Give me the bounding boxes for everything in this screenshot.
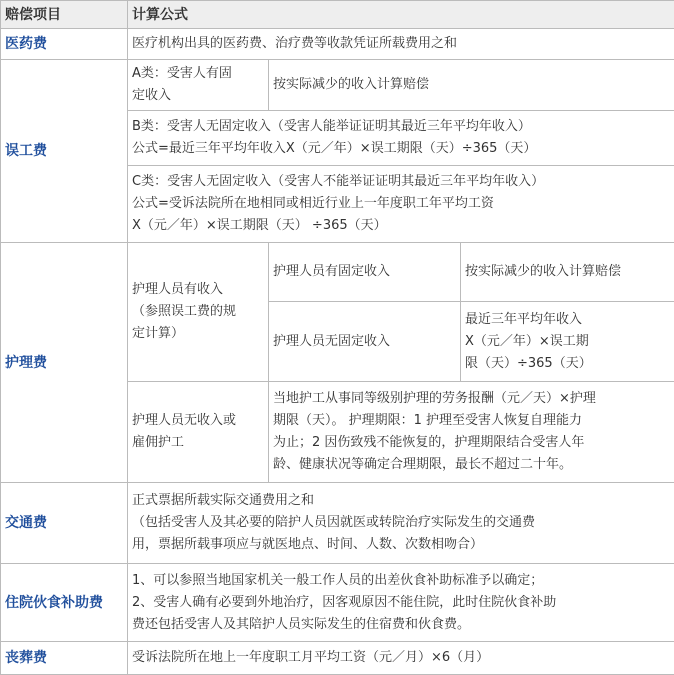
nursing-no-income-f4: 龄、健康状况等确定合理期限，最长不超过二十年。 bbox=[273, 454, 672, 476]
lost-work-a-type-l1: A类：受害人有固 bbox=[132, 63, 266, 85]
transport-l3: 用，票据所载事项应与就医地点、时间、人数、次数相吻合） bbox=[132, 534, 672, 556]
funeral-label: 丧葬费 bbox=[1, 642, 128, 675]
header-row bbox=[1, 1, 674, 29]
lost-work-b-type: B类：受害人无固定收入（受害人能举证证明其最近三年平均年收入） bbox=[132, 116, 672, 138]
lost-work-c bbox=[128, 166, 674, 243]
medical-label: 医药费 bbox=[1, 29, 128, 60]
meal-formula bbox=[128, 564, 674, 642]
funeral-formula: 受诉法院所在地上一年度职工月平均工资（元／月）×6（月） bbox=[128, 642, 674, 675]
transport-formula bbox=[128, 483, 674, 564]
nursing-no-fixed-l3: 限（天）÷365（天） bbox=[465, 353, 672, 375]
meal-l1: 1、可以参照当地国家机关一般工作人员的出差伙食补助标准予以确定； bbox=[132, 570, 672, 592]
lost-work-c-formula-l2: X（元／年）×误工期限（天） ÷365（天） bbox=[132, 215, 672, 237]
lost-work-label: 误工费 bbox=[1, 60, 128, 243]
row-medical bbox=[1, 29, 674, 60]
nursing-no-income-f1: 当地护工从事同等级别护理的劳务报酬（元／天）×护理 bbox=[273, 388, 672, 410]
lost-work-b-formula: 公式=最近三年平均年收入X（元／年）×误工期限（天）÷365（天） bbox=[132, 138, 672, 160]
lost-work-a-type-l2: 定收入 bbox=[132, 85, 266, 107]
nursing-no-income-f3: 为止；2 因伤致残不能恢复的，护理期限结合受害人年 bbox=[273, 432, 672, 454]
row-nursing-fixed bbox=[1, 243, 674, 302]
medical-formula: 医疗机构出具的医药费、治疗费等收款凭证所载费用之和 bbox=[128, 29, 674, 60]
nursing-no-fixed-l1: 最近三年平均年收入 bbox=[465, 309, 672, 331]
nursing-no-income-f2: 期限（天）。 护理期限：1 护理至受害人恢复自理能力 bbox=[273, 410, 672, 432]
meal-label: 住院伙食补助费 bbox=[1, 564, 128, 642]
transport-l1: 正式票据所载实际交通费用之和 bbox=[132, 490, 672, 512]
nursing-label: 护理费 bbox=[1, 243, 128, 483]
lost-work-c-formula-l1: 公式=受诉法院所在地相同或相近行业上一年度职工年平均工资 bbox=[132, 193, 672, 215]
row-transport bbox=[1, 483, 674, 564]
nursing-no-income-l1: 护理人员无收入或 bbox=[132, 410, 266, 432]
lost-work-b bbox=[128, 111, 674, 166]
nursing-no-fixed-l2: X（元／年）×误工期 bbox=[465, 331, 672, 353]
nursing-with-income-l1: 护理人员有收入 bbox=[132, 279, 266, 301]
meal-l3: 费还包括受害人及其陪护人员实际发生的住宿费和伙食费。 bbox=[132, 614, 672, 636]
meal-l2: 2、受害人确有必要到外地治疗，因客观原因不能住院，此时住院伙食补助 bbox=[132, 592, 672, 614]
lost-work-a-formula: 按实际减少的收入计算赔偿 bbox=[269, 60, 674, 111]
nursing-no-fixed-formula bbox=[461, 302, 674, 382]
nursing-no-fixed-income: 护理人员无固定收入 bbox=[269, 302, 461, 382]
nursing-fixed-formula: 按实际减少的收入计算赔偿 bbox=[461, 243, 674, 302]
nursing-with-income-l3: 定计算） bbox=[132, 323, 266, 345]
nursing-no-income-l2: 雇佣护工 bbox=[132, 432, 266, 454]
transport-l2: （包括受害人及其必要的陪护人员因就医或转院治疗实际发生的交通费 bbox=[132, 512, 672, 534]
header-item: 赔偿项目 bbox=[1, 1, 128, 29]
row-funeral bbox=[1, 642, 674, 675]
lost-work-a-type bbox=[128, 60, 269, 111]
nursing-fixed-income: 护理人员有固定收入 bbox=[269, 243, 461, 302]
nursing-no-income-formula bbox=[269, 382, 674, 483]
transport-label: 交通费 bbox=[1, 483, 128, 564]
row-lost-work-a bbox=[1, 60, 674, 111]
nursing-with-income bbox=[128, 243, 269, 382]
nursing-no-income bbox=[128, 382, 269, 483]
row-meal bbox=[1, 564, 674, 642]
nursing-with-income-l2: （参照误工费的规 bbox=[132, 301, 266, 323]
header-formula: 计算公式 bbox=[128, 1, 674, 29]
lost-work-c-type: C类：受害人无固定收入（受害人不能举证证明其最近三年平均年收入） bbox=[132, 171, 672, 193]
